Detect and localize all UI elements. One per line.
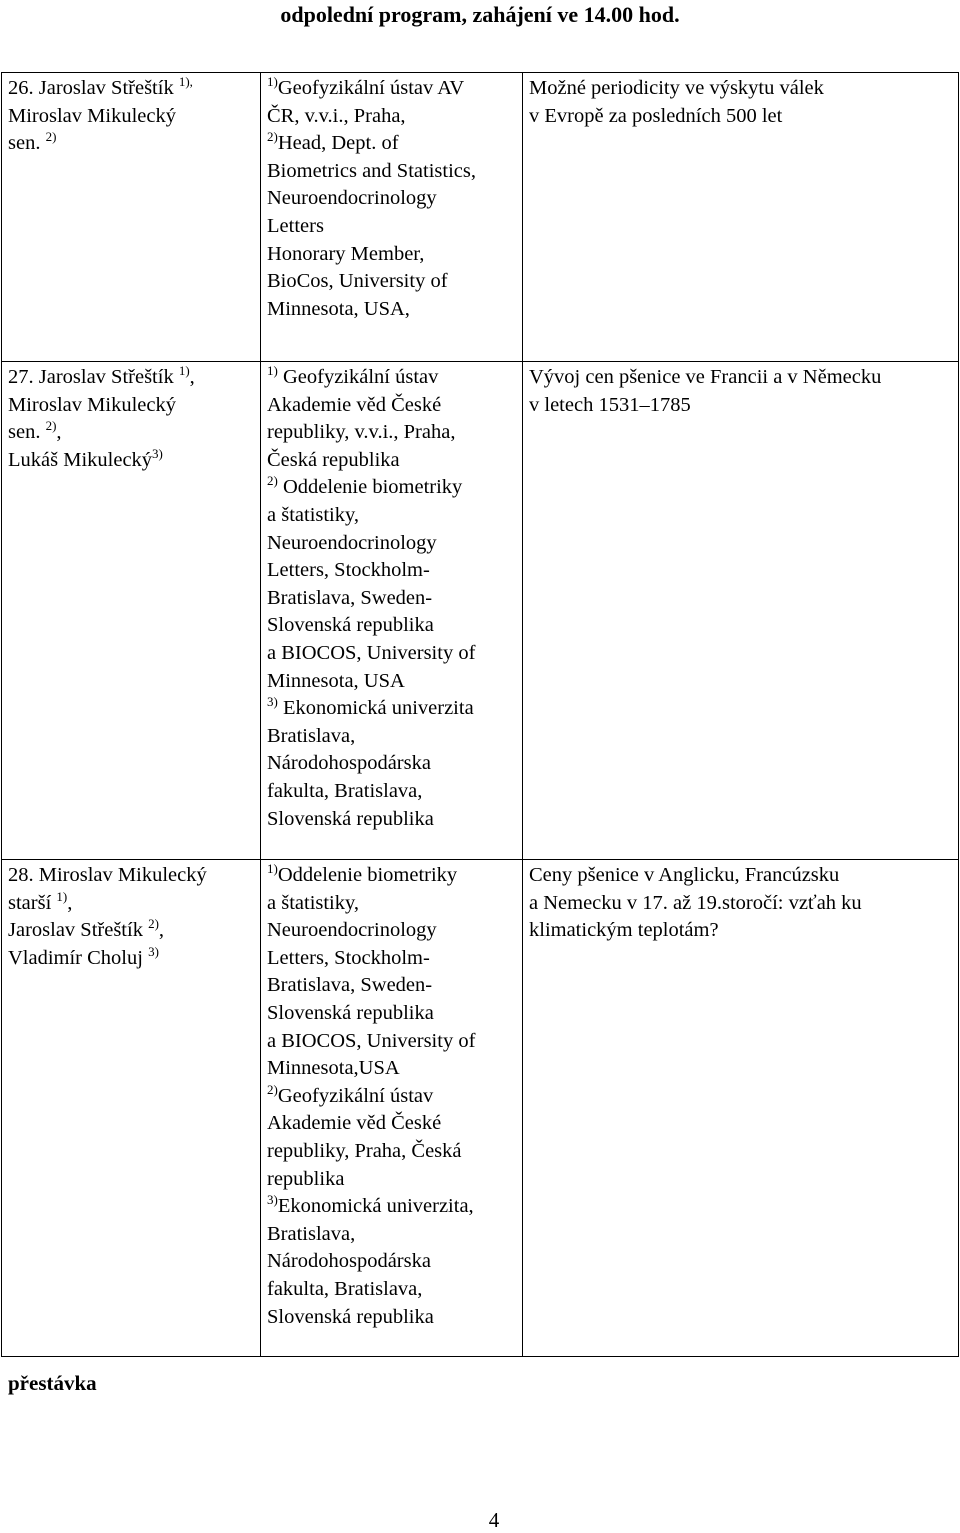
author-punct: , [189,366,195,388]
affiliation-text: Oddelenie biometriky [277,864,458,886]
affiliation-text: Minnesota, USA, [267,297,410,320]
affiliation-line [267,1276,516,1304]
affiliation-text: republiky, Praha, Česká [267,1139,462,1162]
talk-title-line: klimatickým teplotám? [529,919,719,942]
author-line [8,917,254,945]
author-text: sen. [8,132,46,155]
affiliation-line [267,1193,516,1221]
author-line [8,447,254,475]
affiliation-text: Geofyzikální ústav [277,1084,434,1107]
affiliation-marker: 1) [267,363,278,379]
affiliation-text: fakulta, Bratislava, [267,779,423,802]
affiliation-line [267,1138,516,1166]
affiliation-text: Geofyzikální ústav AV [277,77,465,99]
affiliation-line [267,778,516,806]
affiliation-text: ČR, v.v.i., Praha, [267,104,406,127]
authors-cell [2,860,261,1357]
affiliation-text: Letters, Stockholm- [267,946,430,969]
affiliation-marker: 3) [267,1192,278,1208]
affiliation-marker: 1), [178,74,193,90]
affiliation-text: Slovenská republika [267,1001,434,1024]
author-line [8,103,254,131]
program-row [2,362,959,860]
author-text: starší [8,891,57,914]
affiliation-line [267,1166,516,1194]
affiliation-line [267,1083,516,1111]
talk-title-line: a Nemecku v 17. až 19.storočí: vzťah ku [529,891,862,914]
affiliation-marker: 3) [152,445,163,461]
author-punct: , [56,421,62,444]
affiliation-text: Bratislava, [267,724,356,747]
affiliation-marker: 2) [45,129,57,145]
talk-title-line: Vývoj cen pšenice ve Francii a v Německu [529,366,882,388]
affiliation-line [267,530,516,558]
affiliation-line [267,695,516,723]
affiliation-text: Bratislava, Sweden- [267,974,433,997]
affiliation-line [267,806,516,834]
author-text: 28. Miroslav Mikulecký [8,864,207,886]
affiliation-text: Slovenská republika [267,1305,434,1328]
affiliation-line [267,185,516,213]
affiliation-line [267,103,516,131]
affiliation-text: Bratislava, [267,1222,356,1245]
page-number: 4 [488,1508,500,1532]
affiliation-marker: 1) [56,888,68,904]
affiliation-line [267,75,516,103]
talk-title-line: v letech 1531–1785 [529,393,691,416]
affiliation-text: Akademie věd České [267,393,442,416]
affiliation-line [267,130,516,158]
author-punct: , [158,919,165,942]
affiliation-text: Česká republika [267,448,400,471]
affiliation-line [267,557,516,585]
affiliation-marker: 1) [178,363,190,379]
affiliation-text: Národohospodárska [267,1250,431,1273]
affiliation-text: Slovenská republika [267,807,434,830]
author-line [8,75,254,103]
affiliation-text: Slovenská republika [267,614,434,637]
affiliations-cell [261,860,523,1357]
affiliation-line [267,392,516,420]
affiliation-text: a štatistiky, [267,503,360,526]
author-text: 27. Jaroslav Střeštík [8,366,179,388]
author-text: 26. Jaroslav Střeštík [8,77,179,99]
section-header: odpolední program, zahájení ve 14.00 hod. [280,2,680,27]
affiliation-line [267,640,516,668]
affiliation-marker: 2) [267,129,278,145]
affiliation-line [267,268,516,296]
author-text: Miroslav Mikulecký [8,104,176,127]
author-line [8,419,254,447]
affiliation-line [267,213,516,241]
author-line [8,890,254,918]
affiliation-line [267,419,516,447]
affiliation-text: Bratislava, Sweden- [267,586,433,609]
affiliation-line [267,668,516,696]
affiliation-line [267,972,516,1000]
affiliation-line [267,862,516,890]
affiliation-text: Neuroendocrinology [267,187,437,210]
affiliation-line [267,585,516,613]
talk-title-line: Ceny pšenice v Anglicku, Francúzsku [529,864,840,886]
author-line [8,945,254,973]
affiliation-line [267,612,516,640]
program-table [1,72,959,1357]
affiliation-text: Akademie věd České [267,1112,442,1135]
author-text: Jaroslav Střeštík [8,919,149,942]
affiliation-line [267,296,516,324]
talk-title-cell [523,73,959,362]
author-line [8,392,254,420]
affiliation-line [267,1000,516,1028]
affiliation-text: Biometrics and Statistics, [267,159,476,182]
affiliation-text: a BIOCOS, University of [267,1029,476,1052]
affiliation-text: Honorary Member, [267,242,425,265]
affiliation-line [267,364,516,392]
affiliation-line [267,1055,516,1083]
affiliation-line [267,723,516,751]
affiliation-text: republiky, v.v.i., Praha, [267,421,456,444]
affiliation-text: republika [267,1167,345,1190]
affiliation-line [267,1221,516,1249]
affiliation-line [267,502,516,530]
affiliation-line [267,1028,516,1056]
affiliation-marker: 2) [267,1081,278,1097]
affiliation-line [267,890,516,918]
authors-cell [2,73,261,362]
affiliation-line [267,1304,516,1332]
affiliation-marker: 3) [267,694,278,710]
affiliation-text: BioCos, University of [267,270,448,293]
affiliation-text: a štatistiky, [267,891,360,914]
affiliation-text: Ekonomická univerzita, [277,1195,474,1218]
author-line [8,364,254,392]
affiliation-line [267,750,516,778]
affiliation-text: Minnesota,USA [267,1057,400,1080]
affiliation-marker: 2) [148,916,159,932]
affiliation-text: Head, Dept. of [277,132,399,155]
affiliation-marker: 1) [267,74,278,90]
affiliation-text: fakulta, Bratislava, [267,1277,423,1300]
affiliation-marker: 1) [267,861,278,877]
talk-title-cell [523,860,959,1357]
talk-title-line: Možné periodicity ve výskytu válek [529,77,824,99]
affiliation-text: Národohospodárska [267,752,431,775]
affiliation-line [267,917,516,945]
talk-title-cell [523,362,959,860]
affiliation-text: Oddelenie biometriky [277,476,463,499]
talk-title-line: v Evropě za posledních 500 let [529,104,783,127]
affiliation-text: Neuroendocrinology [267,919,437,942]
author-text: Miroslav Mikulecký [8,393,176,416]
program-row [2,73,959,362]
affiliation-text: Ekonomická univerzita [277,697,474,720]
affiliation-line [267,447,516,475]
affiliation-text: Minnesota, USA [267,669,405,692]
author-text: Lukáš Mikulecký [8,448,153,471]
affiliation-line [267,1248,516,1276]
author-line [8,130,254,158]
program-row [2,860,959,1357]
affiliation-marker: 2) [267,473,278,489]
affiliation-line [267,1110,516,1138]
affiliations-cell [261,362,523,860]
affiliations-cell [261,73,523,362]
affiliation-text: Letters [267,214,324,237]
affiliation-line [267,474,516,502]
affiliation-text: a BIOCOS, University of [267,641,476,664]
break-label: přestávka [8,1371,97,1395]
affiliation-marker: 3) [148,943,159,959]
affiliation-text: Geofyzikální ústav [277,366,439,388]
affiliation-text: Letters, Stockholm- [267,559,430,582]
affiliation-line [267,158,516,186]
author-punct: , [67,891,73,914]
affiliation-line [267,241,516,269]
author-line [8,862,254,890]
author-text: sen. [8,421,46,444]
affiliation-text: Neuroendocrinology [267,531,437,554]
affiliation-line [267,945,516,973]
authors-cell [2,362,261,860]
author-text: Vladimír Choluj [8,946,149,969]
affiliation-marker: 2) [45,418,57,434]
